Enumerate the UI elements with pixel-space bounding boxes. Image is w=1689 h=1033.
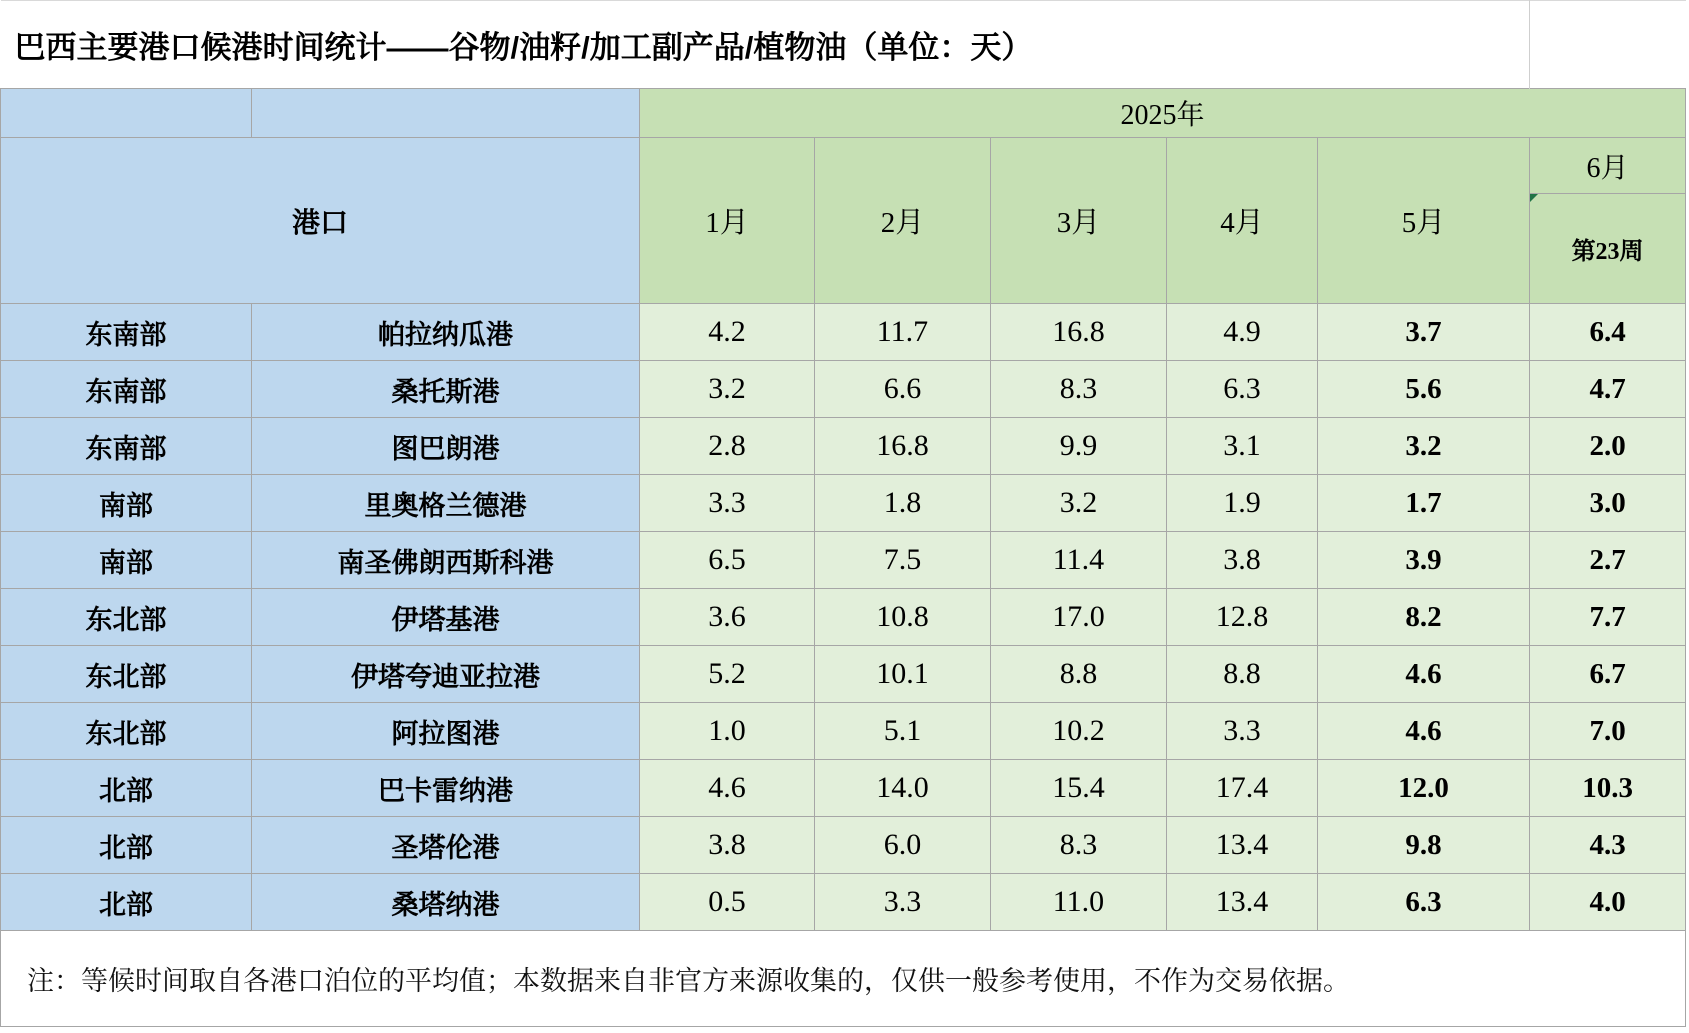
value-cell: 3.7 — [1318, 304, 1530, 361]
week-header-label: 第23周 — [1571, 239, 1644, 265]
value-cell: 17.4 — [1167, 760, 1318, 817]
value-cell: 13.4 — [1167, 874, 1318, 931]
value-cell: 7.0 — [1530, 703, 1686, 760]
value-cell: 11.7 — [815, 304, 991, 361]
month-header-jan: 1月 — [640, 138, 815, 304]
port-cell: 里奥格兰德港 — [252, 475, 640, 532]
port-cell: 图巴朗港 — [252, 418, 640, 475]
value-cell: 4.9 — [1167, 304, 1318, 361]
table-row — [1, 589, 1686, 646]
value-cell: 5.6 — [1318, 361, 1530, 418]
port-cell: 桑托斯港 — [252, 361, 640, 418]
value-cell: 8.8 — [1167, 646, 1318, 703]
value-cell: 3.8 — [1167, 532, 1318, 589]
table-row — [1, 532, 1686, 589]
port-cell: 伊塔基港 — [252, 589, 640, 646]
value-cell: 3.2 — [640, 361, 815, 418]
month-header-mar: 3月 — [991, 138, 1167, 304]
value-cell: 14.0 — [815, 760, 991, 817]
table-row — [1, 646, 1686, 703]
port-cell: 南圣佛朗西斯科港 — [252, 532, 640, 589]
value-cell: 4.3 — [1530, 817, 1686, 874]
region-cell: 东北部 — [1, 589, 252, 646]
value-cell: 11.4 — [991, 532, 1167, 589]
table-row — [1, 874, 1686, 931]
value-cell: 9.9 — [991, 418, 1167, 475]
value-cell: 3.1 — [1167, 418, 1318, 475]
region-cell: 南部 — [1, 532, 252, 589]
value-cell: 8.3 — [991, 361, 1167, 418]
value-cell: 6.3 — [1167, 361, 1318, 418]
value-cell: 10.2 — [991, 703, 1167, 760]
value-cell: 17.0 — [991, 589, 1167, 646]
corner-cell-region — [1, 89, 252, 138]
value-cell: 6.7 — [1530, 646, 1686, 703]
corner-cell-port — [252, 89, 640, 138]
port-cell: 伊塔夸迪亚拉港 — [252, 646, 640, 703]
value-cell: 3.8 — [640, 817, 815, 874]
value-cell: 6.3 — [1318, 874, 1530, 931]
region-cell: 东北部 — [1, 646, 252, 703]
region-cell: 北部 — [1, 874, 252, 931]
value-cell: 10.3 — [1530, 760, 1686, 817]
table-row — [1, 703, 1686, 760]
port-cell: 桑塔纳港 — [252, 874, 640, 931]
port-cell: 帕拉纳瓜港 — [252, 304, 640, 361]
port-cell: 圣塔伦港 — [252, 817, 640, 874]
region-cell: 北部 — [1, 817, 252, 874]
region-cell: 东北部 — [1, 703, 252, 760]
year-header: 2025年 — [640, 89, 1686, 138]
month-header-jun: 6月 — [1530, 138, 1686, 194]
value-cell: 2.0 — [1530, 418, 1686, 475]
value-cell: 6.0 — [815, 817, 991, 874]
value-cell: 10.1 — [815, 646, 991, 703]
page-title: 巴西主要港口候港时间统计——谷物/油籽/加工副产品/植物油（单位：天） — [1, 1, 1530, 89]
value-cell: 1.7 — [1318, 475, 1530, 532]
title-empty-cell — [1530, 1, 1686, 89]
value-cell: 4.0 — [1530, 874, 1686, 931]
table-row — [1, 760, 1686, 817]
value-cell: 15.4 — [991, 760, 1167, 817]
value-cell: 3.3 — [1167, 703, 1318, 760]
value-cell: 3.2 — [991, 475, 1167, 532]
value-cell: 2.7 — [1530, 532, 1686, 589]
month-header-may: 5月 — [1318, 138, 1530, 304]
region-cell: 东南部 — [1, 304, 252, 361]
region-cell: 北部 — [1, 760, 252, 817]
value-cell: 1.0 — [640, 703, 815, 760]
value-cell: 2.8 — [640, 418, 815, 475]
region-cell: 南部 — [1, 475, 252, 532]
value-cell: 0.5 — [640, 874, 815, 931]
value-cell: 1.8 — [815, 475, 991, 532]
month-header-feb: 2月 — [815, 138, 991, 304]
value-cell: 4.6 — [1318, 703, 1530, 760]
value-cell: 7.5 — [815, 532, 991, 589]
value-cell: 8.3 — [991, 817, 1167, 874]
value-cell: 10.8 — [815, 589, 991, 646]
value-cell: 16.8 — [815, 418, 991, 475]
port-column-header: 港口 — [1, 138, 640, 304]
region-cell: 东南部 — [1, 361, 252, 418]
value-cell: 5.2 — [640, 646, 815, 703]
value-cell: 5.1 — [815, 703, 991, 760]
region-cell: 东南部 — [1, 418, 252, 475]
footnote: 注：等候时间取自各港口泊位的平均值；本数据来自非官方来源收集的，仅供一般参考使用，不作为交易依据。 — [1, 931, 1686, 1027]
month-header-apr: 4月 — [1167, 138, 1318, 304]
value-cell: 3.3 — [815, 874, 991, 931]
value-cell: 8.8 — [991, 646, 1167, 703]
port-cell: 巴卡雷纳港 — [252, 760, 640, 817]
value-cell: 9.8 — [1318, 817, 1530, 874]
value-cell: 4.7 — [1530, 361, 1686, 418]
value-cell: 11.0 — [991, 874, 1167, 931]
week-header — [1530, 194, 1686, 304]
table-row — [1, 817, 1686, 874]
value-cell: 1.9 — [1167, 475, 1318, 532]
value-cell: 6.4 — [1530, 304, 1686, 361]
value-cell: 3.0 — [1530, 475, 1686, 532]
table-row — [1, 361, 1686, 418]
value-cell: 16.8 — [991, 304, 1167, 361]
value-cell: 3.2 — [1318, 418, 1530, 475]
value-cell: 3.6 — [640, 589, 815, 646]
value-cell: 8.2 — [1318, 589, 1530, 646]
value-cell: 3.3 — [640, 475, 815, 532]
port-cell: 阿拉图港 — [252, 703, 640, 760]
value-cell: 12.8 — [1167, 589, 1318, 646]
value-cell: 4.2 — [640, 304, 815, 361]
value-cell: 4.6 — [1318, 646, 1530, 703]
value-cell: 12.0 — [1318, 760, 1530, 817]
table-row — [1, 418, 1686, 475]
value-cell: 7.7 — [1530, 589, 1686, 646]
table-row — [1, 304, 1686, 361]
value-cell: 6.6 — [815, 361, 991, 418]
value-cell: 13.4 — [1167, 817, 1318, 874]
value-cell: 6.5 — [640, 532, 815, 589]
table-row — [1, 475, 1686, 532]
value-cell: 4.6 — [640, 760, 815, 817]
value-cell: 3.9 — [1318, 532, 1530, 589]
green-corner-marker-icon — [1530, 194, 1538, 202]
